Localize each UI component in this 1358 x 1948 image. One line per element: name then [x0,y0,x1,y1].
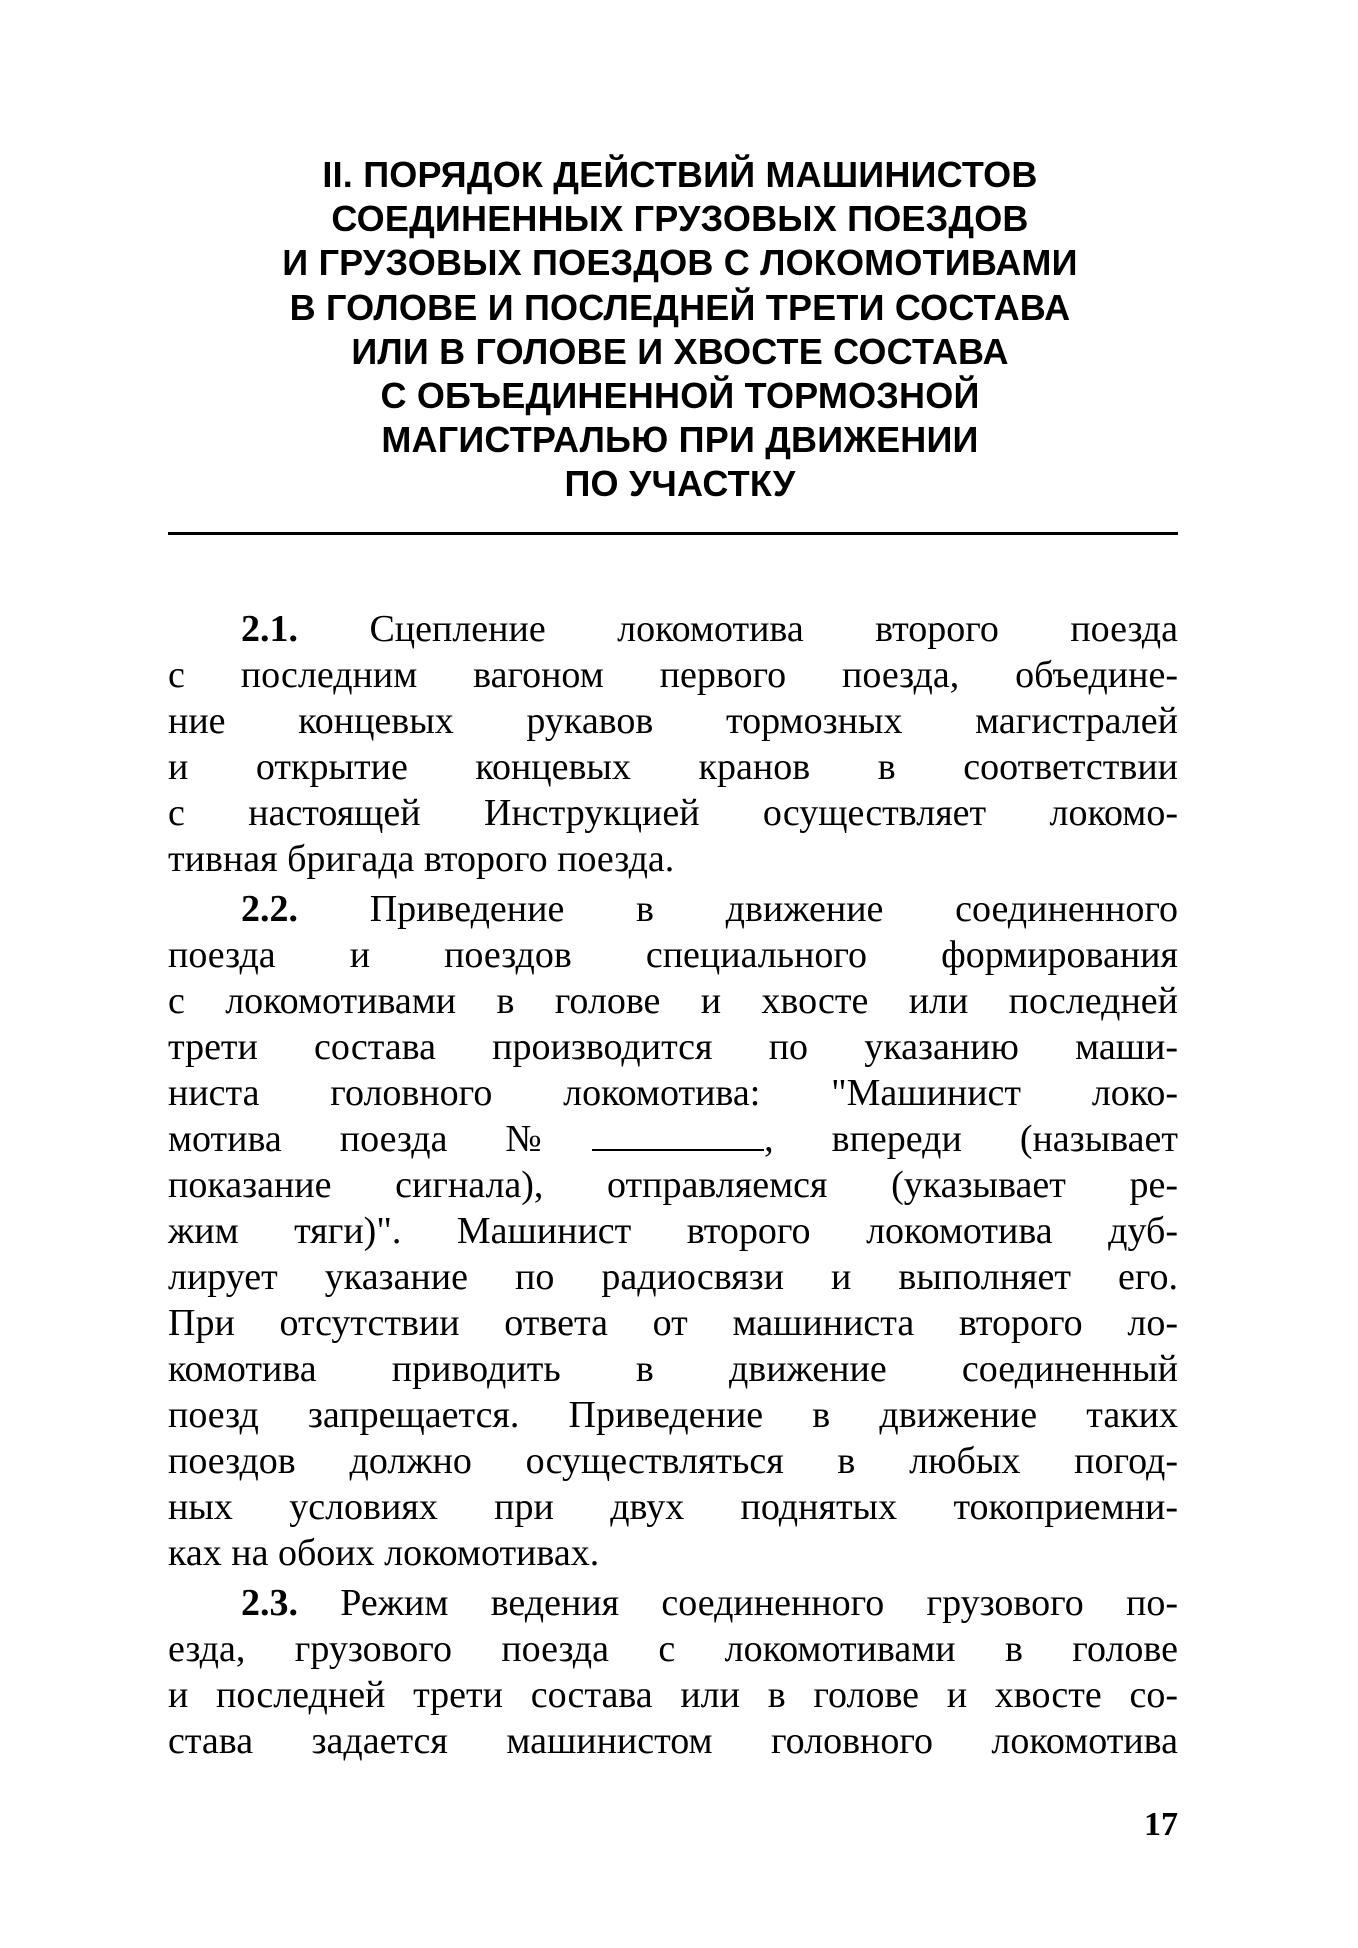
paragraph-2-2 [168,886,1178,1576]
paragraph-line: лирует указание по радиосвязи и выполняет его. [168,1256,1178,1298]
heading-line: В ГОЛОВЕ И ПОСЛЕДНЕЙ ТРЕТИ СОСТАВА [289,286,1071,328]
paragraph-line: езда, грузового поезда с локомотивами в голове [168,1628,1178,1670]
paragraph-line: и последней трети состава или в голове и хвосте со- [168,1674,1178,1716]
paragraph-line: тивная бригада второго поезда. [168,838,675,880]
paragraph-number: 2.3. [241,1582,298,1624]
heading-line: СОЕДИНЕННЫХ ГРУЗОВЫХ ПОЕЗДОВ [331,198,1029,240]
paragraph-number: 2.1. [241,608,298,650]
heading-divider [168,532,1178,535]
paragraph-line: При отсутствии ответа от машиниста второго ло- [168,1302,1178,1344]
paragraph-first-line [168,1580,1178,1626]
paragraph-line: поезд запрещается. Приведение в движение таких [168,1394,1178,1436]
page-number: 17 [1144,1806,1178,1843]
paragraph-line: жим тяги)". Машинист второго локомотива дуб- [168,1210,1178,1252]
paragraph-line: поездов должно осуществляться в любых погод- [168,1440,1178,1482]
paragraph-first-line [168,606,1178,652]
heading-line: МАГИСТРАЛЬЮ ПРИ ДВИЖЕНИИ [381,419,979,461]
heading-line: И ГРУЗОВЫХ ПОЕЗДОВ С ЛОКОМОТИВАМИ [282,242,1078,284]
body-text [168,606,1178,1768]
paragraph-line: ках на обоих локомотивах. [168,1532,600,1574]
paragraph-number: 2.2. [241,888,298,930]
paragraph-line: ниста головного локомотива: "Машинист локо- [168,1072,1178,1114]
blank-line-prefix: мотива поезда № [168,1118,591,1160]
paragraph-line: ние концевых рукавов тормозных магистралей [168,700,1178,742]
fill-in-blank [592,1123,764,1151]
paragraph-line: ных условиях при двух поднятых токоприемни- [168,1486,1178,1528]
paragraph-line: става задается машинистом головного локомотива [168,1720,1178,1762]
section-heading [160,153,1200,507]
paragraph-line: показание сигнала), отправляемся (указывает ре- [168,1164,1178,1206]
paragraph-2-3 [168,1580,1178,1764]
paragraph-line: поезда и поездов специального формирования [168,934,1178,976]
heading-line: С ОБЪЕДИНЕННОЙ ТОРМОЗНОЙ [380,375,980,417]
heading-line: ИЛИ В ГОЛОВЕ И ХВОСТЕ СОСТАВА [351,330,1009,372]
paragraph-text: Приведение в движение соединенного [369,888,1178,930]
paragraph-line: трети состава производится по указанию маши- [168,1026,1178,1068]
paragraph-line-with-blank [168,1116,1178,1162]
paragraph-first-line [168,886,1178,932]
paragraph-line: и открытие концевых кранов в соответствии [168,746,1178,788]
paragraph-line: с настоящей Инструкцией осуществляет локомо- [168,792,1178,834]
paragraph-line: с последним вагоном первого поезда, объедине- [168,654,1178,696]
heading-line: ПО УЧАСТКУ [564,463,796,505]
paragraph-text: Сцепление локомотива второго поезда [369,608,1179,650]
heading-line: II. ПОРЯДОК ДЕЙСТВИЙ МАШИНИСТОВ [322,154,1038,195]
paragraph-line: комотива приводить в движение соединенный [168,1348,1178,1390]
blank-line-suffix: , впереди (называет [764,1118,1178,1160]
paragraph-2-1 [168,606,1178,882]
paragraph-text: Режим ведения соединенного грузового по- [340,1582,1179,1624]
paragraph-line: с локомотивами в голове и хвосте или последней [168,980,1178,1022]
